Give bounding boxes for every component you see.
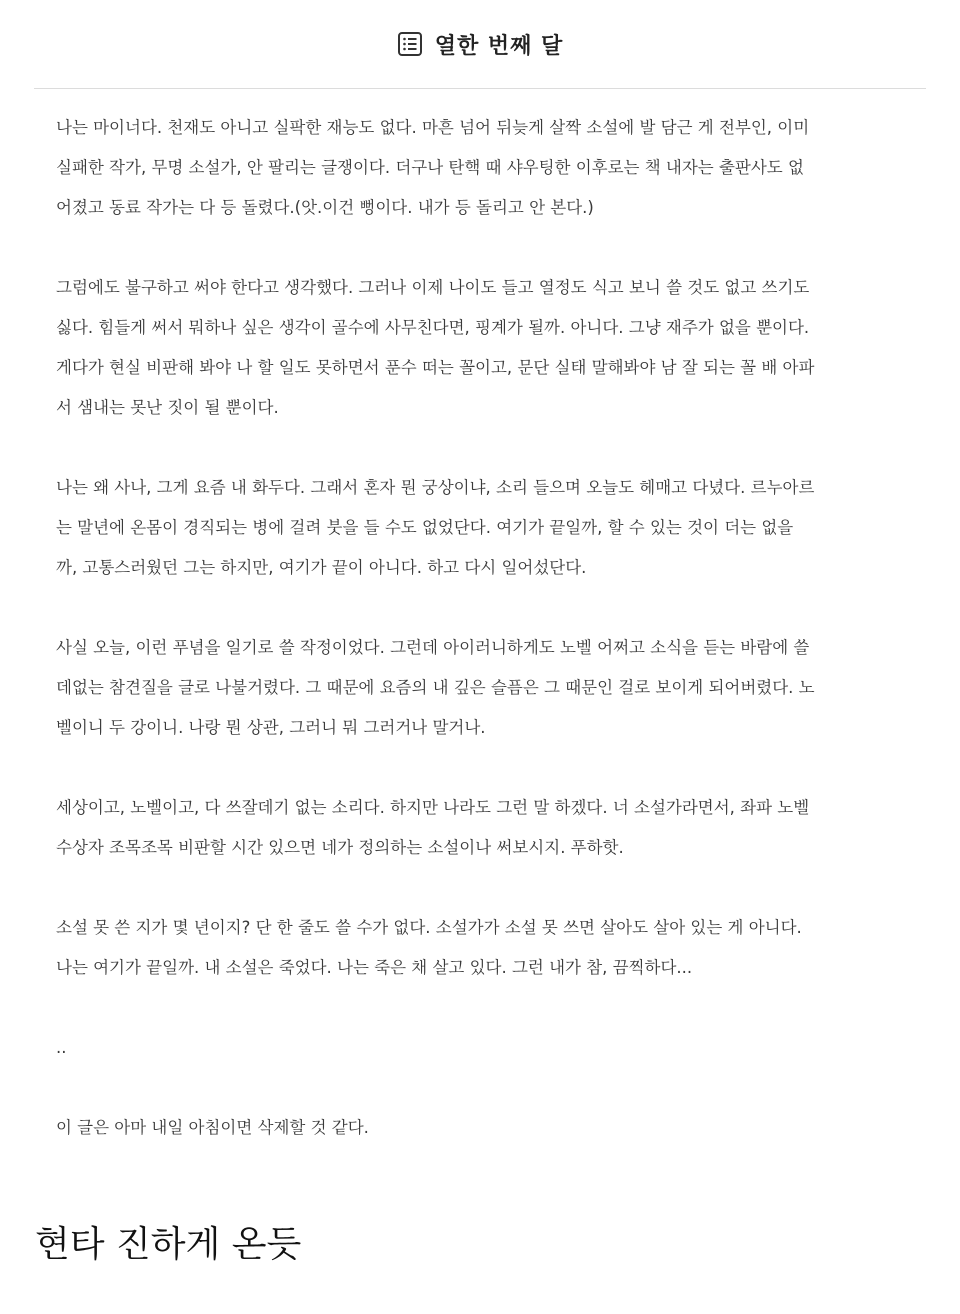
paragraph-line: 사실 오늘, 이런 푸념을 일기로 쓸 작정이었다. 그런데 아이러니하게도 노벨 어쩌고 소식을 듣는 바람에 쓸: [56, 638, 810, 657]
article-paragraph: [56, 628, 916, 748]
post-body: [56, 108, 916, 1188]
paragraph-line: 벨이니 두 강이니. 나랑 뭔 상관, 그러니 뭐 그러거나 말거나.: [56, 718, 486, 737]
article-paragraph: [56, 468, 916, 588]
paragraph-line: 나는 마이너다. 천재도 아니고 실팍한 재능도 없다. 마흔 넘어 뒤늦게 살짝 소설에 발 담근 게 전부인, 이미: [56, 118, 810, 137]
paragraph-line: 소설 못 쓴 지가 몇 년이지? 단 한 줄도 쓸 수가 없다. 소설가가 소설 못 쓰면 살아도 살아 있는 게 아니다.: [56, 918, 802, 937]
paragraph-line: 나는 왜 사나, 그게 요즘 내 화두다. 그래서 혼자 뭔 궁상이냐, 소리 들으며 오늘도 헤매고 다녔다. 르누아르: [56, 478, 815, 497]
paragraph-line: 어졌고 동료 작가는 다 등 돌렸다.(앗.이건 뻥이다. 내가 등 돌리고 안 본다.): [56, 198, 594, 217]
post-title: 열한 번째 달: [434, 33, 564, 59]
article-paragraph: [56, 268, 916, 428]
paragraph-line: ..: [56, 1038, 67, 1057]
paragraph-line: 나는 여기가 끝일까. 내 소설은 죽었다. 나는 죽은 채 살고 있다. 그런 내가 참, 끔찍하다...: [56, 958, 693, 977]
paragraph-line: 는 말년에 온몸이 경직되는 병에 걸려 붓을 들 수도 없었단다. 여기가 끝일까, 할 수 있는 것이 더는 없을: [56, 518, 794, 537]
article-paragraph: [56, 1028, 916, 1068]
article-paragraph: [56, 788, 916, 868]
paragraph-line: 서 샘내는 못난 짓이 될 뿐이다.: [56, 398, 279, 417]
paragraph-line: 실패한 작가, 무명 소설가, 안 팔리는 글쟁이다. 더구나 탄핵 때 샤우팅한 이후로는 책 내자는 출판사도 없: [56, 158, 804, 177]
paragraph-line: 그럼에도 불구하고 써야 한다고 생각했다. 그러나 이제 나이도 들고 열정도 식고 보니 쓸 것도 없고 쓰기도: [56, 278, 810, 297]
paragraph-line: 이 글은 아마 내일 아침이면 삭제할 것 같다.: [56, 1118, 369, 1137]
paragraph-line: 싫다. 힘들게 써서 뭐하나 싶은 생각이 골수에 사무친다면, 핑계가 될까. 아니다. 그냥 재주가 없을 뿐이다.: [56, 318, 810, 337]
list-icon: [397, 31, 423, 57]
article-paragraph: [56, 1108, 916, 1148]
paragraph-line: 세상이고, 노벨이고, 다 쓰잘데기 없는 소리다. 하지만 나라도 그런 말 하겠다. 너 소설가라면서, 좌파 노벨: [56, 798, 810, 817]
paragraph-line: 까, 고통스러웠던 그는 하지만, 여기가 끝이 아니다. 하고 다시 일어섰단다.: [56, 558, 587, 577]
post-header: [34, 0, 926, 89]
article-paragraph: [56, 908, 916, 988]
article-paragraph: [56, 108, 916, 228]
caption-text: 현타 진하게 온듯: [35, 1224, 302, 1265]
paragraph-line: 게다가 현실 비판해 봐야 나 할 일도 못하면서 푼수 떠는 꼴이고, 문단 실태 말해봐야 남 잘 되는 꼴 배 아파: [56, 358, 815, 377]
paragraph-line: 수상자 조목조목 비판할 시간 있으면 네가 정의하는 소설이나 써보시지. 푸하핫.: [56, 838, 624, 857]
paragraph-line: 데없는 참견질을 글로 나불거렸다. 그 때문에 요즘의 내 깊은 슬픔은 그 때문인 걸로 보이게 되어버렸다. 노: [56, 678, 815, 697]
